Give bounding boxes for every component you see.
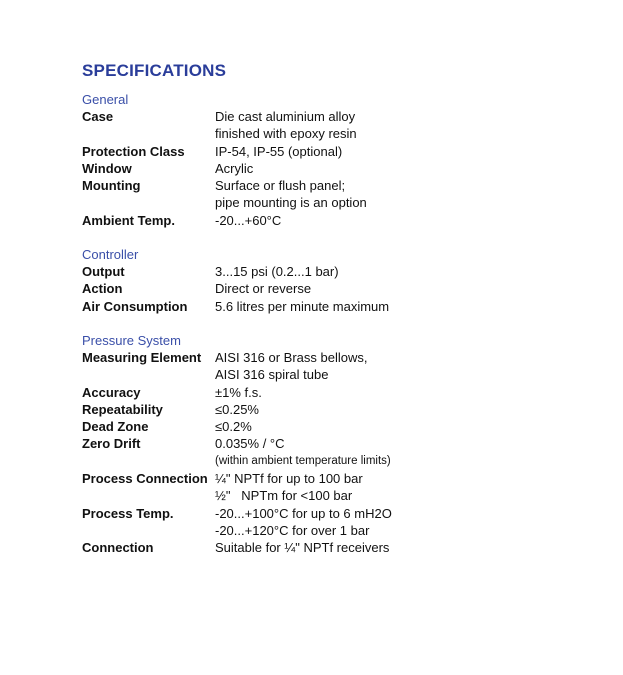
spec-row-protection-class bbox=[82, 143, 582, 160]
spec-value bbox=[215, 470, 582, 505]
spec-value-line: AISI 316 or Brass bellows, bbox=[215, 349, 368, 365]
spec-row-action bbox=[82, 280, 582, 297]
spec-row-measuring-element bbox=[82, 349, 582, 384]
spec-row-process-connection bbox=[82, 470, 582, 505]
spec-row-process-temp bbox=[82, 505, 582, 540]
spec-label: Mounting bbox=[82, 178, 141, 194]
spec-value-line: pipe mounting is an option bbox=[215, 195, 367, 211]
spec-value bbox=[215, 263, 582, 280]
spec-label: Accuracy bbox=[82, 384, 141, 400]
spec-row-output bbox=[82, 263, 582, 280]
spec-row-window bbox=[82, 160, 582, 177]
spec-label: Dead Zone bbox=[82, 419, 149, 435]
spec-value-line: 0.035% / °C bbox=[215, 436, 285, 452]
spec-value-line: ½" NPTm for <100 bar bbox=[215, 488, 353, 504]
spec-value bbox=[215, 539, 582, 556]
spec-value-line: 3...15 psi (0.2...1 bar) bbox=[215, 264, 339, 280]
spec-row-accuracy bbox=[82, 384, 582, 401]
spec-value bbox=[215, 160, 582, 177]
spec-value-line: Surface or flush panel; bbox=[215, 178, 346, 194]
spec-value bbox=[215, 298, 582, 315]
spec-value bbox=[215, 143, 582, 160]
spec-label: Measuring Element bbox=[82, 349, 202, 365]
spec-label: Process Connection bbox=[82, 471, 208, 487]
spec-value-line: Direct or reverse bbox=[215, 281, 312, 297]
spec-value bbox=[215, 108, 582, 143]
page-title: SPECIFICATIONS bbox=[82, 61, 227, 80]
spec-row-zero-drift bbox=[82, 435, 582, 470]
spec-value-line: Acrylic bbox=[215, 160, 254, 176]
spec-value-line: Suitable for ¼" NPTf receivers bbox=[215, 540, 390, 556]
section-heading: General bbox=[82, 92, 129, 107]
section-heading: Pressure System bbox=[82, 332, 181, 348]
spec-label: Zero Drift bbox=[82, 436, 141, 452]
spec-value bbox=[215, 212, 582, 229]
section-controller bbox=[82, 246, 582, 315]
spec-value-line: -20...+100°C for up to 6 mH2O bbox=[215, 505, 392, 521]
spec-label: Window bbox=[82, 160, 132, 176]
spec-label: Output bbox=[82, 264, 125, 280]
spec-row-air-consumption bbox=[82, 298, 582, 315]
specifications-page bbox=[82, 60, 582, 574]
spec-value-line: AISI 316 spiral tube bbox=[215, 367, 329, 383]
spec-row-repeatability bbox=[82, 401, 582, 418]
spec-value bbox=[215, 435, 582, 470]
spec-value bbox=[215, 349, 582, 384]
spec-value-note: (within ambient temperature limits) bbox=[215, 454, 391, 467]
section-pressure-system bbox=[82, 332, 582, 557]
spec-label: Action bbox=[82, 281, 123, 297]
spec-value-line: -20...+120°C for over 1 bar bbox=[215, 522, 370, 538]
spec-label: Connection bbox=[82, 540, 154, 556]
spec-row-ambient-temp bbox=[82, 212, 582, 229]
spec-value-line: finished with epoxy resin bbox=[215, 126, 357, 142]
spec-label: Protection Class bbox=[82, 143, 185, 159]
spec-label: Ambient Temp. bbox=[82, 212, 175, 228]
spec-value-line: ¼" NPTf for up to 100 bar bbox=[215, 471, 363, 487]
spec-value-line: Die cast aluminium alloy bbox=[215, 109, 356, 124]
spec-value bbox=[215, 418, 582, 435]
spec-label: Case bbox=[82, 109, 114, 124]
spec-label: Process Temp. bbox=[82, 505, 174, 521]
spec-row-connection bbox=[82, 539, 582, 556]
spec-value-line: IP-54, IP-55 (optional) bbox=[215, 143, 343, 159]
section-general bbox=[82, 91, 582, 229]
spec-row-dead-zone bbox=[82, 418, 582, 435]
spec-row-mounting bbox=[82, 177, 582, 212]
spec-value-line: 5.6 litres per minute maximum bbox=[215, 298, 390, 314]
spec-value bbox=[215, 177, 582, 212]
spec-row-case bbox=[82, 108, 582, 143]
spec-value bbox=[215, 505, 582, 540]
spec-value bbox=[215, 401, 582, 418]
spec-value-line: -20...+60°C bbox=[215, 212, 282, 228]
section-heading: Controller bbox=[82, 247, 139, 263]
spec-value bbox=[215, 280, 582, 297]
spec-value bbox=[215, 384, 582, 401]
spec-label: Repeatability bbox=[82, 401, 163, 417]
spec-value-line: ≤0.2% bbox=[215, 419, 252, 435]
spec-label: Air Consumption bbox=[82, 298, 188, 314]
spec-value-line: ≤0.25% bbox=[215, 401, 259, 417]
spec-value-line: ±1% f.s. bbox=[215, 384, 262, 400]
